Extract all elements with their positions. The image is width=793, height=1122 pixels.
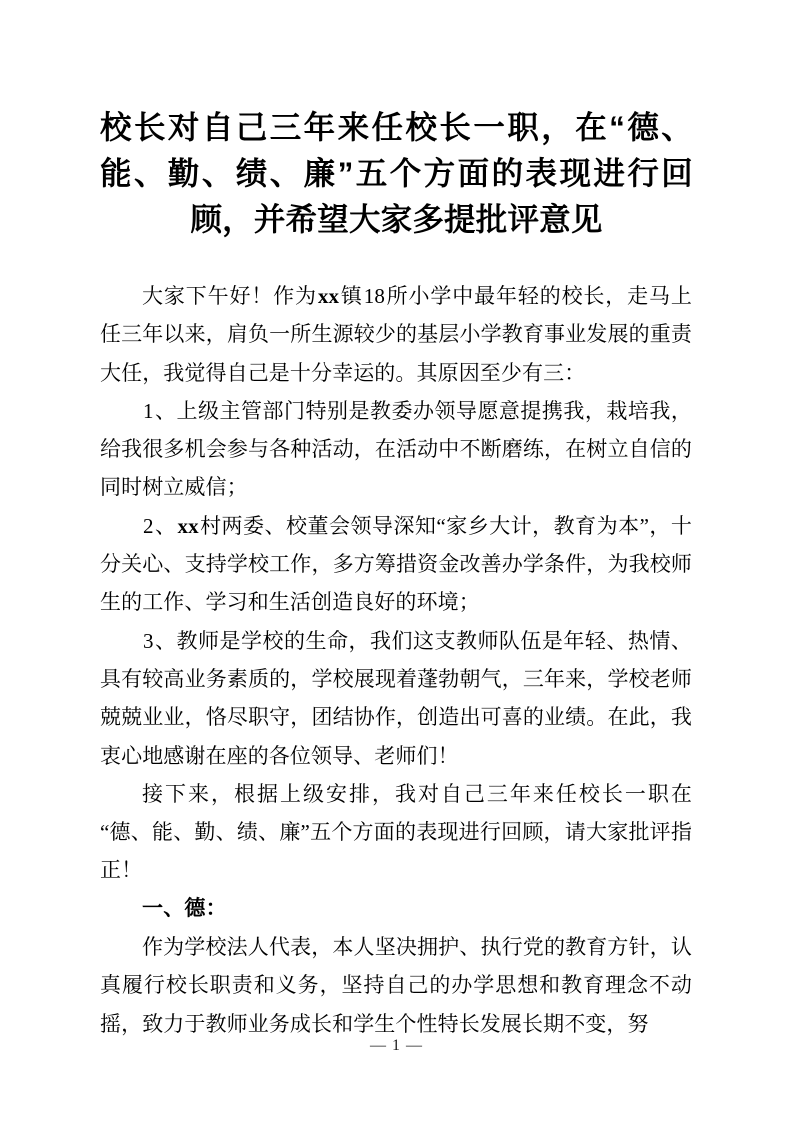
paragraph-reason-3 (100, 622, 692, 775)
reason-2-number: 2 (143, 513, 154, 538)
reason-1-text: 、上级主管部门特别是教委办领导愿意提携我，栽培我，给我很多机会参与各种活动，在活动中不断磨练，在树立自信的同时树立威信； (100, 398, 692, 500)
paragraph-transition: 接下来，根据上级安排，我对自己三年来任校长一职在“德、能、勤、绩、廉”五个方面的表现进行回顾，请大家批评指正！ (100, 781, 692, 883)
greeting-placeholder-xx: xx (317, 284, 340, 308)
greeting-text-part3: 所小学中最年轻的校长，走马上任三年以来，肩负一所生源较少的基层小学教育事业发展的重责大任，我觉得自己是十分幸运的。其原因至少有三： (100, 284, 692, 385)
paragraph-reason-2 (100, 507, 692, 622)
reason-2-separator: 、 (154, 513, 177, 538)
page-title: 校长对自己三年来任校长一职，在“德、能、勤、绩、廉”五个方面的表现进行回顾，并希望大家多提批评意见 (100, 109, 693, 237)
reason-2-placeholder-xx: xx (177, 513, 199, 538)
greeting-text-part2: 镇 (340, 284, 363, 308)
reason-3-text: 、教师是学校的生命，我们这支教师队伍是年轻、热情、具有较高业务素质的，学校展现着蓬勃朝气，三年来，学校老师兢兢业业，恪尽职守，团结协作，创造出可喜的业绩。在此，我衷心地感谢在座的各位领导、老师们！ (100, 628, 692, 768)
greeting-text-part1: 大家下午好！作为 (142, 284, 317, 308)
reason-2-text: 村两委、校董会领导深知“家乡大计，教育为本”，十分关心、支持学校工作，多方筹措资金改善办学条件，为我校师生的工作、学习和生活创造良好的环境； (100, 513, 692, 615)
page-number-footer: — 1 — (370, 1037, 423, 1054)
paragraph-reason-1 (100, 392, 692, 507)
paragraph-section-de-body: 作为学校法人代表，本人坚决拥护、执行党的教育方针，认真履行校长职责和义务，坚持自己的办学思想和教育理念不动摇，致力于教师业务成长和学生个性特长发展长期不变，努 (100, 935, 692, 1036)
reason-3-number: 3 (143, 628, 154, 653)
section-heading-de: 一、德： (142, 896, 227, 920)
paragraph-greeting (100, 277, 692, 392)
document-body (100, 277, 692, 1043)
greeting-number-18: 18 (363, 284, 385, 308)
reason-1-number: 1 (143, 398, 154, 423)
